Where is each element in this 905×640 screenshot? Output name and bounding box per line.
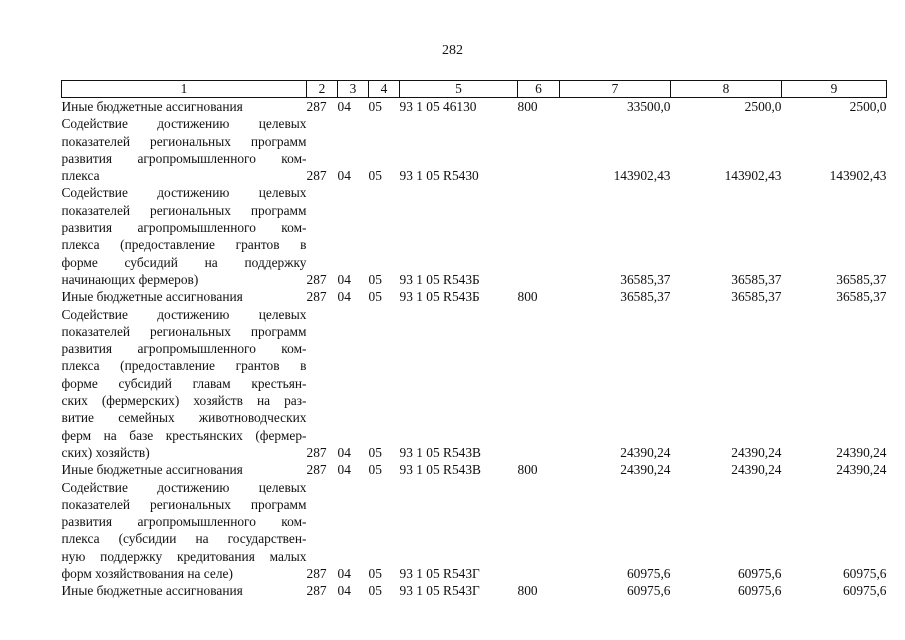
amount-col-9: 60975,6 [842, 566, 887, 582]
amount-col-9: 36585,37 [836, 271, 887, 287]
section-code: 04 [337, 566, 351, 582]
amount-col-8: 60975,6 [737, 566, 782, 582]
row-name [62, 461, 307, 478]
header-col-4: 4 [369, 81, 400, 98]
row-name-line: развития агропромышленного ком- [61, 514, 307, 530]
header-col-6: 6 [518, 81, 560, 98]
subsection-code: 05 [368, 271, 382, 287]
row-name-line: плекса (предоставление грантов в [61, 237, 307, 253]
amount-col-7: 33500,0 [626, 99, 671, 114]
subsection-code: 05 [368, 444, 382, 460]
row-name-line: показателей региональных программ [61, 202, 307, 218]
amount-col-9: 36585,37 [836, 289, 887, 305]
admin-code: 287 [306, 271, 327, 287]
amount-col-9: 60975,6 [842, 583, 887, 599]
row-name-line: ских) хозяйств) [61, 444, 150, 460]
row-name-line: начинающих фермеров) [61, 271, 199, 287]
target-article-code: 93 1 05 R543В [399, 444, 481, 460]
section-code: 04 [337, 583, 351, 599]
header-col-9: 9 [782, 81, 887, 98]
expense-type-code [518, 479, 560, 583]
amount-col-8: 143902,43 [724, 168, 782, 184]
row-name-line: форме субсидий на поддержку [61, 254, 307, 270]
header-col-7: 7 [560, 81, 671, 98]
admin-code: 287 [306, 99, 327, 114]
header-col-1: 1 [62, 81, 307, 98]
expense-type-code [518, 184, 560, 288]
row-name-line: Содействие достижению целевых [61, 185, 307, 201]
amount-col-7: 24390,24 [620, 444, 671, 460]
table-row [62, 461, 887, 478]
admin-code: 287 [306, 289, 327, 305]
row-name-line: развития агропромышленного ком- [61, 341, 307, 357]
amount-col-8: 2500,0 [744, 99, 782, 114]
expense-type-code [518, 306, 560, 462]
section-code: 04 [337, 462, 351, 478]
budget-table [61, 80, 887, 600]
row-name [62, 288, 307, 305]
row-name-line: показателей региональных программ [61, 133, 307, 149]
row-name-line: плекса (субсидии на государствен- [61, 531, 307, 547]
row-name-line: Содействие достижению целевых [61, 116, 307, 132]
amount-col-9: 2500,0 [849, 99, 887, 114]
header-col-5: 5 [400, 81, 518, 98]
subsection-code: 05 [368, 168, 382, 184]
row-name-line: Содействие достижению целевых [61, 479, 307, 495]
section-code: 04 [337, 168, 351, 184]
row-name [62, 184, 307, 288]
header-row [62, 81, 887, 98]
table-row [62, 184, 887, 288]
row-name-line: развития агропромышленного ком- [61, 220, 307, 236]
target-article-code: 93 1 05 R543В [399, 462, 481, 478]
amount-col-7: 143902,43 [613, 168, 671, 184]
header-col-8: 8 [671, 81, 782, 98]
subsection-code: 05 [368, 583, 382, 599]
page-number: 282 [442, 43, 463, 58]
table-row [62, 115, 887, 184]
amount-col-7: 36585,37 [620, 271, 671, 287]
target-article-code: 93 1 05 R543Б [399, 289, 480, 305]
amount-col-8: 36585,37 [731, 289, 782, 305]
row-name-line: форм хозяйствования на селе) [61, 566, 233, 582]
target-article-code: 93 1 05 R543Г [399, 583, 480, 599]
subsection-code: 05 [368, 289, 382, 305]
section-code: 04 [337, 99, 351, 114]
row-name-line: Иные бюджетные ассигнования [61, 462, 243, 478]
section-code: 04 [337, 271, 351, 287]
header-col-3: 3 [338, 81, 369, 98]
expense-type-code: 800 [517, 99, 538, 114]
amount-col-8: 24390,24 [731, 462, 782, 478]
section-code: 04 [337, 444, 351, 460]
admin-code: 287 [306, 168, 327, 184]
row-name [62, 115, 307, 184]
subsection-code: 05 [368, 462, 382, 478]
amount-col-9: 143902,43 [829, 168, 887, 184]
amount-col-8: 24390,24 [731, 444, 782, 460]
target-article-code: 93 1 05 R5430 [399, 168, 479, 184]
header-col-2: 2 [307, 81, 338, 98]
row-name-line: Содействие достижению целевых [61, 306, 307, 322]
admin-code: 287 [306, 462, 327, 478]
row-name-line: Иные бюджетные ассигнования [61, 583, 243, 599]
expense-type-code: 800 [517, 583, 538, 599]
row-name [62, 582, 307, 599]
table-row [62, 306, 887, 462]
row-name-line: Иные бюджетные ассигнования [61, 99, 243, 114]
row-name-line: показателей региональных программ [61, 496, 307, 512]
row-name-line: Иные бюджетные ассигнования [61, 289, 243, 305]
target-article-code: 93 1 05 R543Г [399, 566, 480, 582]
table-row [62, 479, 887, 583]
row-name-line: плекса [61, 168, 100, 184]
row-name-line: ную поддержку кредитования малых [61, 548, 307, 564]
row-name-line: витие семейных животноводческих [61, 410, 307, 426]
subsection-code: 05 [368, 99, 382, 114]
row-name-line: развития агропромышленного ком- [61, 150, 307, 166]
row-name-line: форме субсидий главам крестьян- [61, 375, 307, 391]
amount-col-7: 36585,37 [620, 289, 671, 305]
amount-col-8: 60975,6 [737, 583, 782, 599]
table-row [62, 288, 887, 305]
admin-code: 287 [306, 444, 327, 460]
expense-type-code [518, 115, 560, 184]
target-article-code: 93 1 05 46130 [399, 99, 477, 114]
table-row [62, 98, 887, 116]
subsection-code: 05 [368, 566, 382, 582]
table-row [62, 582, 887, 599]
row-name [62, 98, 307, 116]
row-name [62, 306, 307, 462]
row-name-line: ских (фермерских) хозяйств на раз- [61, 393, 307, 409]
admin-code: 287 [306, 566, 327, 582]
amount-col-7: 60975,6 [626, 583, 671, 599]
target-article-code: 93 1 05 R543Б [399, 271, 480, 287]
row-name [62, 479, 307, 583]
table-body [62, 98, 887, 600]
admin-code: 287 [306, 583, 327, 599]
amount-col-8: 36585,37 [731, 271, 782, 287]
amount-col-7: 60975,6 [626, 566, 671, 582]
amount-col-7: 24390,24 [620, 462, 671, 478]
row-name-line: показателей региональных программ [61, 323, 307, 339]
amount-col-9: 24390,24 [836, 444, 887, 460]
expense-type-code: 800 [517, 462, 538, 478]
expense-type-code: 800 [517, 289, 538, 305]
amount-col-9: 24390,24 [836, 462, 887, 478]
row-name-line: ферм на базе крестьянских (фермер- [61, 427, 307, 443]
row-name-line: плекса (предоставление грантов в [61, 358, 307, 374]
section-code: 04 [337, 289, 351, 305]
